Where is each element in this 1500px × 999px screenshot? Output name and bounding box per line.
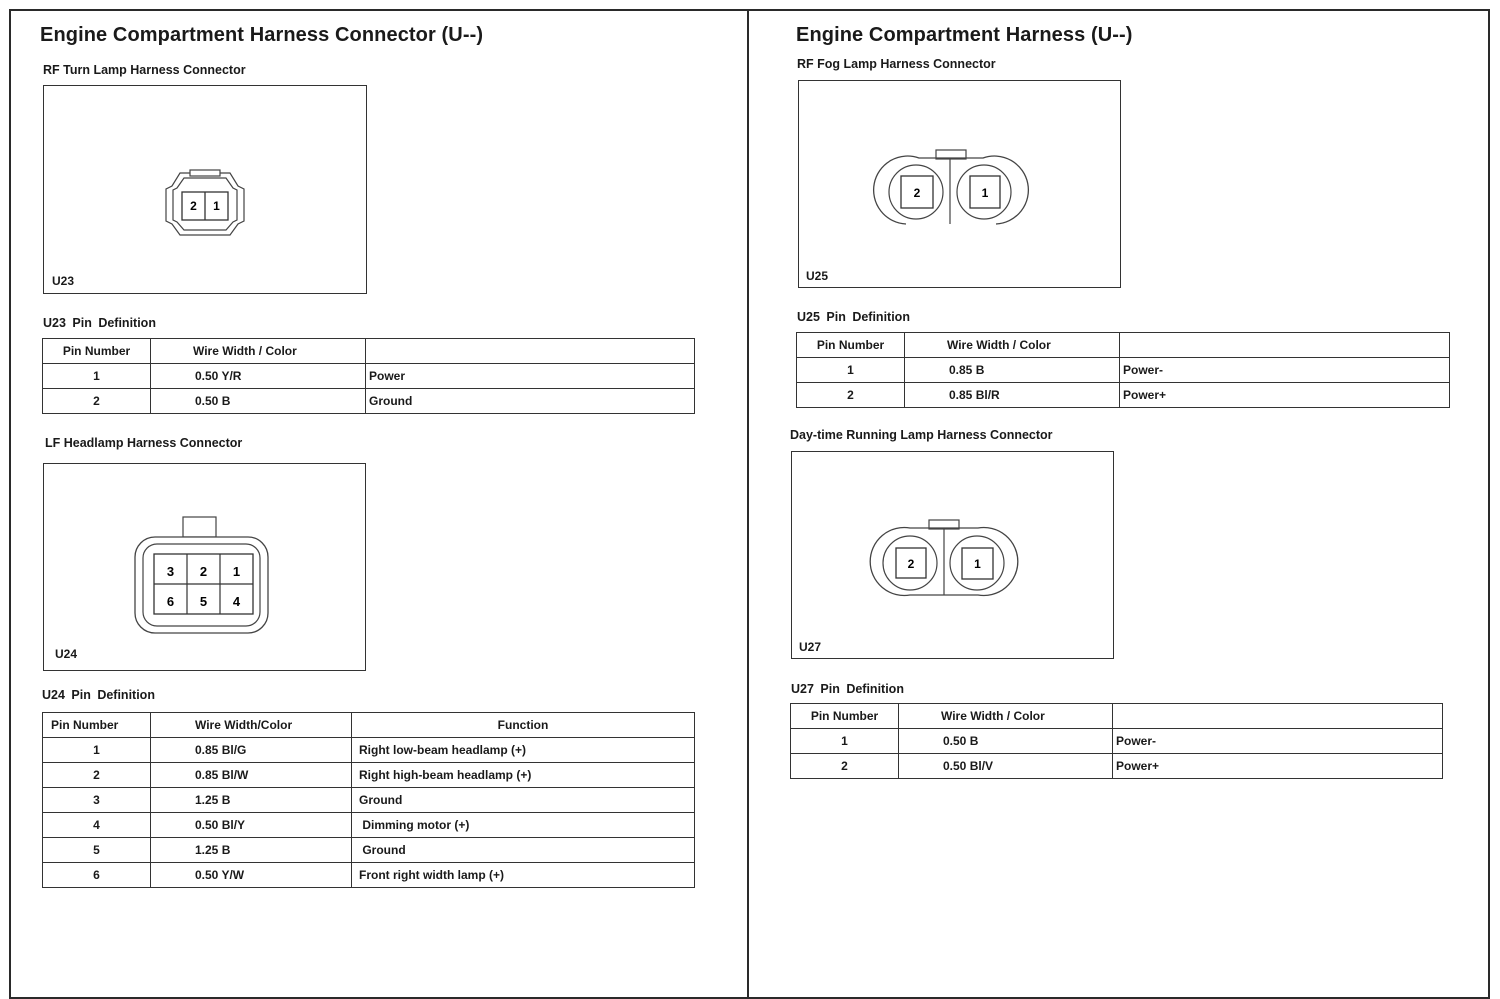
u24-pin-label: 6 (166, 594, 175, 609)
u23-pin-definition-title: U23 Pin Definition (43, 316, 156, 330)
u25-pin-label: 1 (981, 186, 989, 200)
table-row (791, 729, 1443, 754)
u24-pin-definition-title: U24 Pin Definition (42, 688, 155, 702)
left-page-title: Engine Compartment Harness Connector (U--) (40, 24, 484, 46)
u23-connector-diagram (43, 85, 367, 294)
table-row (43, 364, 695, 389)
header-function (1120, 333, 1450, 358)
u25-code: U25 (806, 269, 829, 283)
pin-cell: 4 (43, 813, 151, 838)
function-cell: Right high-beam headlamp (+) (352, 763, 695, 788)
u25-heading: RF Fog Lamp Harness Connector (797, 57, 996, 71)
function-cell: Dimming motor (+) (352, 813, 695, 838)
pin-cell: 1 (43, 738, 151, 763)
pin-cell: 1 (791, 729, 899, 754)
table-row (797, 383, 1450, 408)
header-wire: Wire Width/Color (151, 713, 352, 738)
function-cell: Power- (1120, 358, 1450, 383)
wire-cell: 0.50 B (151, 389, 366, 414)
u23-pin-label: 1 (213, 199, 220, 213)
wire-cell: 1.25 B (151, 788, 352, 813)
table-row (43, 788, 695, 813)
u24-pin-label: 4 (232, 594, 241, 609)
wire-cell: 0.85 Bl/W (151, 763, 352, 788)
wire-cell: 0.85 Bl/R (905, 383, 1120, 408)
u23-heading: RF Turn Lamp Harness Connector (43, 63, 246, 77)
u24-pin-label: 1 (232, 564, 241, 579)
u25-connector-diagram (798, 80, 1121, 288)
u24-pin-label: 2 (199, 564, 208, 579)
u27-pin-definition-title: U27 Pin Definition (791, 682, 904, 696)
pin-cell: 1 (43, 364, 151, 389)
wire-cell: 1.25 B (151, 838, 352, 863)
u27-code: U27 (799, 640, 822, 654)
header-pin-number: Pin Number (791, 704, 899, 729)
header-pin-number: Pin Number (43, 339, 151, 364)
u27-heading: Day-time Running Lamp Harness Connector (790, 428, 1053, 442)
table-row (43, 838, 695, 863)
function-cell: Ground (366, 389, 695, 414)
table-row (43, 813, 695, 838)
table-header-row (791, 704, 1443, 729)
u27-pin-table (790, 703, 1443, 779)
table-row (43, 738, 695, 763)
table-row (43, 389, 695, 414)
u24-connector-drawing (44, 464, 365, 670)
u25-connector-drawing (799, 81, 1120, 287)
function-cell: Power (366, 364, 695, 389)
pin-cell: 3 (43, 788, 151, 813)
table-header-row (43, 339, 695, 364)
wire-cell: 0.50 Y/W (151, 863, 352, 888)
u27-connector-drawing (792, 452, 1113, 658)
pin-cell: 5 (43, 838, 151, 863)
function-cell: Right low-beam headlamp (+) (352, 738, 695, 763)
u23-connector-drawing (44, 86, 366, 293)
header-wire: Wire Width / Color (899, 704, 1113, 729)
u23-code: U23 (52, 274, 75, 288)
table-header-row (43, 713, 695, 738)
pin-cell: 6 (43, 863, 151, 888)
table-row (43, 863, 695, 888)
u25-pin-table (796, 332, 1450, 408)
u23-pin-table (42, 338, 695, 414)
wire-cell: 0.50 Bl/Y (151, 813, 352, 838)
header-function (1113, 704, 1443, 729)
u24-connector-diagram (43, 463, 366, 671)
u24-code: U24 (55, 647, 78, 661)
u24-pin-label: 3 (166, 564, 175, 579)
u25-pin-definition-title: U25 Pin Definition (797, 310, 910, 324)
header-wire: Wire Width / Color (905, 333, 1120, 358)
u24-pin-label: 5 (199, 594, 208, 609)
table-row (791, 754, 1443, 779)
header-function: Function (352, 713, 695, 738)
wire-cell: 0.50 Y/R (151, 364, 366, 389)
function-cell: Power+ (1113, 754, 1443, 779)
header-wire: Wire Width / Color (151, 339, 366, 364)
function-cell: Power+ (1120, 383, 1450, 408)
wire-cell: 0.85 Bl/G (151, 738, 352, 763)
wire-cell: 0.50 B (899, 729, 1113, 754)
u24-pin-table (42, 712, 695, 888)
table-row (43, 763, 695, 788)
function-cell: Power- (1113, 729, 1443, 754)
pin-cell: 2 (791, 754, 899, 779)
pin-cell: 2 (43, 389, 151, 414)
table-row (797, 358, 1450, 383)
u27-pin-label: 2 (907, 557, 915, 571)
header-pin-number: Pin Number (43, 713, 151, 738)
header-function (366, 339, 695, 364)
pin-cell: 1 (797, 358, 905, 383)
wire-cell: 0.50 Bl/V (899, 754, 1113, 779)
right-page-title: Engine Compartment Harness (U--) (796, 24, 1133, 46)
header-pin-number: Pin Number (797, 333, 905, 358)
u24-heading: LF Headlamp Harness Connector (45, 436, 243, 450)
u23-pin-label: 2 (190, 199, 197, 213)
function-cell: Ground (352, 788, 695, 813)
function-cell: Front right width lamp (+) (352, 863, 695, 888)
function-cell: Ground (352, 838, 695, 863)
wire-cell: 0.85 B (905, 358, 1120, 383)
pin-cell: 2 (797, 383, 905, 408)
u27-connector-diagram (791, 451, 1114, 659)
pin-cell: 2 (43, 763, 151, 788)
u25-pin-label: 2 (913, 186, 921, 200)
table-header-row (797, 333, 1450, 358)
center-divider (747, 9, 749, 999)
u27-pin-label: 1 (974, 557, 981, 571)
